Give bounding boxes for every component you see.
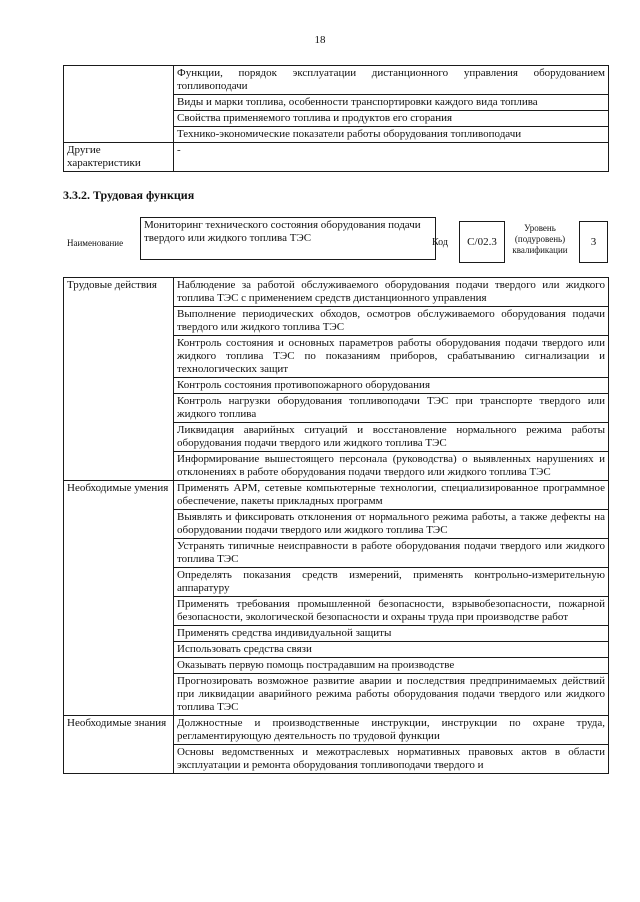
group-label: Необходимые знания	[64, 716, 174, 774]
requirement-text: Ликвидация аварийных ситуаций и восстановление нормального режима работы оборудования подачи твердого или жидкого топлива ТЭС	[174, 423, 609, 452]
knowledge-continuation-table	[63, 65, 609, 172]
requirement-text: Выявлять и фиксировать отклонения от нормального режима работы, а также дефекты на оборудовании подачи твердого или жидкого топлива ТЭС	[174, 510, 609, 539]
requirement-text: Информирование вышестоящего персонала (руководства) о выявленных нарушениях и отклонениях в работе оборудования подачи твердого или жидкого топлива ТЭС	[174, 452, 609, 481]
requirement-text: Свойства применяемого топлива и продуктов его сгорания	[174, 111, 609, 127]
requirement-text: Технико-экономические показатели работы оборудования топливоподачи	[174, 127, 609, 143]
labor-action-row	[64, 278, 609, 307]
requirement-text: Функции, порядок эксплуатации дистанционного управления оборудованием топливоподачи	[174, 66, 609, 95]
group-label: Необходимые умения	[64, 481, 174, 716]
requirement-text: Применять средства индивидуальной защиты	[174, 626, 609, 642]
requirement-text: Оказывать первую помощь пострадавшим на производстве	[174, 658, 609, 674]
function-code-box: С/02.3	[459, 221, 505, 263]
requirement-text: Применять АРМ, сетевые компьютерные технологии, специализированное программное обеспечение, пакеты прикладных программ	[174, 481, 609, 510]
requirement-text: Основы ведомственных и межотраслевых нормативных правовых актов в области эксплуатации и ремонта оборудования топливоподачи твердого и	[174, 745, 609, 774]
requirement-text: Применять требования промышленной безопасности, взрывобезопасности, пожарной безопасности, экологической безопасности и охраны труда при производстве работ	[174, 597, 609, 626]
requirement-text: Наблюдение за работой обслуживаемого оборудования подачи твердого или жидкого топлива ТЭС с применением средств дистанционного управления	[174, 278, 609, 307]
group-label: Трудовые действия	[64, 278, 174, 481]
requirement-text: Устранять типичные неисправности в работе оборудования подачи твердого или жидкого топлива ТЭС	[174, 539, 609, 568]
function-name-box: Мониторинг технического состояния оборудования подачи твердого или жидкого топлива ТЭС	[140, 217, 436, 260]
requirement-text: Прогнозировать возможное развитие аварии и последствия предпринимаемых действий при ликвидации аварийного режима работы оборудования подачи твердого или жидкого топлива ТЭС	[174, 674, 609, 716]
skill-row	[64, 481, 609, 510]
group-label	[64, 66, 174, 143]
requirement-text: Использовать средства связи	[174, 642, 609, 658]
requirement-text: Должностные и производственные инструкции, инструкции по охране труда, регламентирующую деятельность по трудовой функции	[174, 716, 609, 745]
requirement-text: Определять показания средств измерений, применять контрольно-измерительную аппаратуру	[174, 568, 609, 597]
other-characteristics-label: Другие характеристики	[64, 143, 174, 172]
requirement-text: Выполнение периодических обходов, осмотров обслуживаемого оборудования подачи твердого или жидкого топлива ТЭС	[174, 307, 609, 336]
function-meta-row	[63, 217, 609, 263]
code-label: Код	[432, 237, 448, 248]
requirement-text: Контроль состояния противопожарного оборудования	[174, 378, 609, 394]
level-value-box: 3	[579, 221, 608, 263]
name-label: Наименование	[67, 238, 124, 248]
knowledge-row	[64, 716, 609, 745]
level-label: Уровень (подуровень) квалификации	[512, 223, 568, 255]
function-details-table	[63, 277, 609, 774]
knowledge-row	[64, 66, 609, 95]
section-heading: 3.3.2. Трудовая функция	[63, 188, 195, 202]
requirement-text: Контроль нагрузки оборудования топливоподачи ТЭС при транспорте твердого или жидкого топлива	[174, 394, 609, 423]
other-characteristics-value: -	[174, 143, 609, 172]
requirement-text: Контроль состояния и основных параметров работы оборудования подачи твердого или жидкого топлива ТЭС по показаниям приборов, срабатыванию сигнализации и технологических защит	[174, 336, 609, 378]
page-number: 18	[314, 34, 326, 46]
requirement-text: Виды и марки топлива, особенности транспортировки каждого вида топлива	[174, 95, 609, 111]
other-characteristics-row	[64, 143, 609, 172]
